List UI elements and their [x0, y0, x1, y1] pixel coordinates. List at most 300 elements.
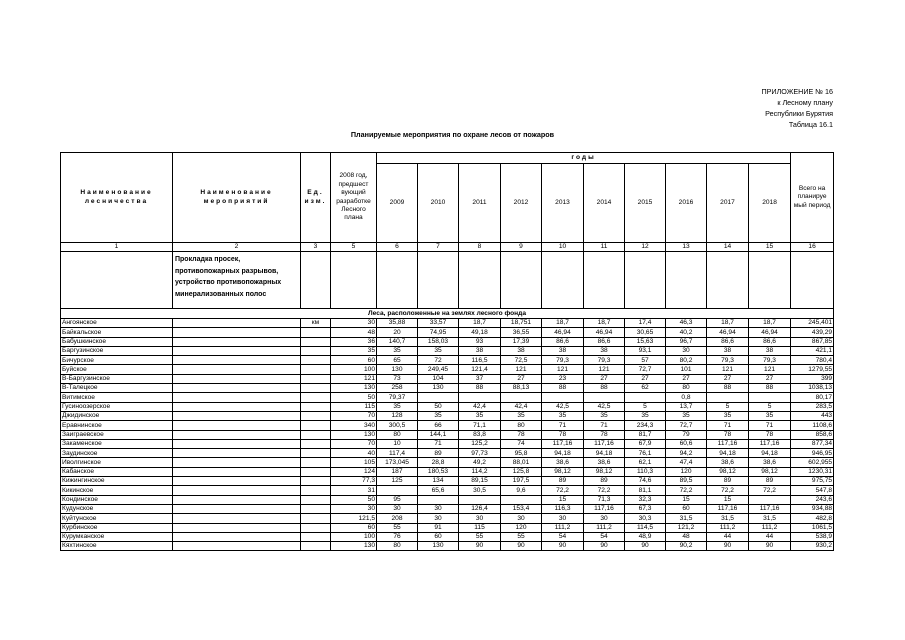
table-row	[61, 495, 834, 504]
column-number: 8	[459, 243, 501, 252]
value-cell	[749, 393, 791, 402]
value-cell: 40	[331, 449, 377, 458]
value-cell: 28,8	[418, 458, 459, 467]
value-cell: 62	[625, 384, 666, 393]
value-cell: 46,94	[749, 328, 791, 337]
unit-cell	[301, 514, 331, 523]
value-cell: 117,16	[707, 504, 749, 513]
value-cell: 94,18	[542, 449, 584, 458]
column-number: 12	[625, 243, 666, 252]
table-row	[61, 411, 834, 420]
value-cell: 124	[331, 467, 377, 476]
value-cell: 121	[501, 365, 542, 374]
forestry-name: Бабушкинское	[61, 337, 173, 346]
header-existing: 2008 год, предшест вующий разработке Лесного плана	[331, 153, 377, 243]
value-cell: 72,7	[625, 365, 666, 374]
measure-name: Прокладка просек, противопожарных разрывов, устройство противопожарных минерализованных полос	[173, 252, 301, 309]
measure-cell	[173, 374, 301, 383]
column-number: 1	[61, 243, 173, 252]
value-cell: 35	[418, 346, 459, 355]
value-cell: 121	[542, 365, 584, 374]
value-cell: 74,95	[418, 328, 459, 337]
value-cell: 90	[625, 542, 666, 551]
value-cell: 130	[418, 542, 459, 551]
forestry-name: В-Баргузинское	[61, 374, 173, 383]
table-row	[61, 514, 834, 523]
table-row	[61, 346, 834, 355]
value-cell: 30	[584, 514, 625, 523]
value-cell: 117,4	[377, 449, 418, 458]
header-year: 2011	[459, 164, 501, 243]
value-cell: 134	[418, 477, 459, 486]
unit-cell	[301, 430, 331, 439]
value-cell: 86,6	[749, 337, 791, 346]
value-cell: 71	[542, 421, 584, 430]
value-cell: 42,5	[542, 402, 584, 411]
value-cell: 78	[584, 430, 625, 439]
measure-cell	[173, 495, 301, 504]
value-cell: 44	[749, 532, 791, 541]
value-cell: 35	[418, 411, 459, 420]
forestry-name: Кондинское	[61, 495, 173, 504]
column-number: 7	[418, 243, 459, 252]
table-row	[61, 421, 834, 430]
value-cell: 30	[542, 514, 584, 523]
forestry-name: Закаменское	[61, 439, 173, 448]
value-cell: 128	[377, 411, 418, 420]
value-cell: 88	[459, 384, 501, 393]
value-cell	[501, 495, 542, 504]
forestry-name: Иволгинское	[61, 458, 173, 467]
column-number: 15	[749, 243, 791, 252]
value-cell: 79,3	[542, 356, 584, 365]
forestry-name: Байкальское	[61, 328, 173, 337]
measure-cell	[173, 486, 301, 495]
value-cell: 18,7	[584, 319, 625, 328]
table-row	[61, 449, 834, 458]
value-cell: 80	[666, 384, 707, 393]
value-cell: 121,5	[331, 514, 377, 523]
value-cell: 15	[666, 495, 707, 504]
value-cell: 30	[418, 514, 459, 523]
value-cell: 126,4	[459, 504, 501, 513]
value-cell: 67,9	[625, 439, 666, 448]
value-cell: 88,13	[501, 384, 542, 393]
value-cell: 15	[542, 495, 584, 504]
header-year: 2015	[625, 164, 666, 243]
value-cell: 121	[707, 365, 749, 374]
unit-cell	[301, 458, 331, 467]
measure-cell	[173, 319, 301, 328]
value-cell: 31	[331, 486, 377, 495]
value-cell: 54	[542, 532, 584, 541]
value-cell: 90	[501, 542, 542, 551]
value-cell: 187	[377, 467, 418, 476]
value-cell: 934,88	[791, 504, 834, 513]
value-cell: 89	[707, 477, 749, 486]
value-cell: 130	[331, 384, 377, 393]
value-cell: 42,4	[501, 402, 542, 411]
value-cell: 81,7	[625, 430, 666, 439]
forestry-name: Буйское	[61, 365, 173, 374]
value-cell: 71	[749, 421, 791, 430]
value-cell: 110,3	[625, 467, 666, 476]
value-cell: 15	[707, 495, 749, 504]
value-cell: 90	[542, 542, 584, 551]
unit-cell	[301, 421, 331, 430]
table-row	[61, 542, 834, 551]
forestry-name: Баргузинское	[61, 346, 173, 355]
value-cell: 111,2	[707, 523, 749, 532]
value-cell: 30	[331, 319, 377, 328]
appendix-region: Республики Бурятия	[765, 109, 833, 118]
measure-cell	[173, 439, 301, 448]
unit-cell	[301, 477, 331, 486]
value-cell: 98,12	[749, 467, 791, 476]
value-cell: 94,2	[666, 449, 707, 458]
value-cell: 100	[331, 365, 377, 374]
value-cell: 35	[542, 411, 584, 420]
value-cell: 30	[418, 504, 459, 513]
value-cell: 482,8	[791, 514, 834, 523]
value-cell: 86,6	[707, 337, 749, 346]
unit-cell	[301, 402, 331, 411]
measure-cell	[173, 365, 301, 374]
value-cell: 98,12	[542, 467, 584, 476]
value-cell: 38,6	[707, 458, 749, 467]
value-cell: 867,85	[791, 337, 834, 346]
value-cell: 33,57	[418, 319, 459, 328]
value-cell: 94,18	[707, 449, 749, 458]
unit-cell	[301, 439, 331, 448]
value-cell: 80	[377, 430, 418, 439]
value-cell: 13,7	[666, 402, 707, 411]
value-cell: 30,5	[459, 486, 501, 495]
value-cell: 60,6	[666, 439, 707, 448]
value-cell	[625, 393, 666, 402]
measure-empty	[61, 252, 173, 309]
value-cell: 30	[377, 504, 418, 513]
value-cell: 72,2	[749, 486, 791, 495]
value-cell: 877,34	[791, 439, 834, 448]
value-cell: 30,3	[625, 514, 666, 523]
column-number: 2	[173, 243, 301, 252]
value-cell: 48,9	[625, 532, 666, 541]
value-cell: 300,5	[377, 421, 418, 430]
value-cell: 111,2	[584, 523, 625, 532]
value-cell: 79,3	[584, 356, 625, 365]
value-cell: 130	[418, 384, 459, 393]
table-row	[61, 532, 834, 541]
measure-cell	[173, 532, 301, 541]
measure-cell	[173, 504, 301, 513]
value-cell: 46,94	[584, 328, 625, 337]
value-cell: 780,4	[791, 356, 834, 365]
value-cell: 115	[331, 402, 377, 411]
table-row	[61, 430, 834, 439]
value-cell: 38	[584, 346, 625, 355]
value-cell: 18,7	[542, 319, 584, 328]
forestry-name: Курбинское	[61, 523, 173, 532]
value-cell: 88,01	[501, 458, 542, 467]
value-cell: 30	[331, 504, 377, 513]
value-cell: 55	[459, 532, 501, 541]
value-cell: 930,2	[791, 542, 834, 551]
unit-cell	[301, 467, 331, 476]
value-cell: 35	[377, 346, 418, 355]
value-cell: 72	[418, 356, 459, 365]
forestry-name: Заудинское	[61, 449, 173, 458]
value-cell: 70	[331, 439, 377, 448]
value-cell: 18,7	[707, 319, 749, 328]
value-cell: 105	[331, 458, 377, 467]
value-cell: 79,37	[377, 393, 418, 402]
value-cell: 208	[377, 514, 418, 523]
value-cell: 0,8	[666, 393, 707, 402]
value-cell: 125,8	[501, 467, 542, 476]
value-cell: 27	[707, 374, 749, 383]
table-body	[61, 319, 834, 551]
value-cell: 94,18	[584, 449, 625, 458]
value-cell: 49,18	[459, 328, 501, 337]
forestry-name: Кудунское	[61, 504, 173, 513]
value-cell: 67,3	[625, 504, 666, 513]
value-cell: 104	[418, 374, 459, 383]
column-number: 13	[666, 243, 707, 252]
forestry-name: Витимское	[61, 393, 173, 402]
value-cell: 90,2	[666, 542, 707, 551]
unit-cell	[301, 356, 331, 365]
value-cell	[418, 495, 459, 504]
value-cell: 125,2	[459, 439, 501, 448]
value-cell: 88	[749, 384, 791, 393]
value-cell: 65,6	[418, 486, 459, 495]
value-cell: 72,2	[542, 486, 584, 495]
value-cell: 60	[666, 504, 707, 513]
table-row	[61, 328, 834, 337]
value-cell: 57	[625, 356, 666, 365]
value-cell: 78	[501, 430, 542, 439]
value-cell: 197,5	[501, 477, 542, 486]
table-row	[61, 486, 834, 495]
column-number-row	[61, 243, 834, 252]
column-number: 5	[331, 243, 377, 252]
value-cell	[584, 393, 625, 402]
value-cell: 71	[418, 439, 459, 448]
value-cell: 283,5	[791, 402, 834, 411]
value-cell: 125	[377, 477, 418, 486]
header-measure: Наименование мероприятий	[173, 153, 301, 243]
value-cell: 35	[331, 346, 377, 355]
value-cell: 66	[418, 421, 459, 430]
fire-protection-table	[60, 152, 834, 551]
value-cell: 76	[377, 532, 418, 541]
forestry-name: Заиграевское	[61, 430, 173, 439]
value-cell: 117,16	[749, 504, 791, 513]
value-cell: 121,4	[459, 365, 501, 374]
value-cell: 421,1	[791, 346, 834, 355]
value-cell: 121	[584, 365, 625, 374]
value-cell: 36	[331, 337, 377, 346]
table-row	[61, 523, 834, 532]
value-cell: 36,55	[501, 328, 542, 337]
appendix-number: ПРИЛОЖЕНИЕ № 16	[761, 87, 833, 96]
table-number: Таблица 16.1	[788, 120, 833, 129]
value-cell: 79,3	[749, 356, 791, 365]
table-row	[61, 477, 834, 486]
value-cell: 74	[501, 439, 542, 448]
measure-cell	[173, 337, 301, 346]
header-year: 2010	[418, 164, 459, 243]
forestry-name: Куйтунское	[61, 514, 173, 523]
table-row	[61, 439, 834, 448]
forestry-name: Кикинское	[61, 486, 173, 495]
measure-cell	[173, 384, 301, 393]
value-cell: 121	[331, 374, 377, 383]
measure-cell	[173, 393, 301, 402]
value-cell: 48	[666, 532, 707, 541]
value-cell: 116,3	[542, 504, 584, 513]
value-cell: 158,03	[418, 337, 459, 346]
value-cell: 17,4	[625, 319, 666, 328]
value-cell: 50	[331, 393, 377, 402]
value-cell: 38	[749, 346, 791, 355]
table-row	[61, 337, 834, 346]
value-cell: 1108,6	[791, 421, 834, 430]
value-cell: 30	[459, 514, 501, 523]
value-cell	[459, 393, 501, 402]
measure-cell	[173, 402, 301, 411]
value-cell: 117,16	[707, 439, 749, 448]
value-cell: 60	[331, 523, 377, 532]
value-cell: 117,16	[584, 439, 625, 448]
value-cell: 79,3	[707, 356, 749, 365]
column-number: 3	[301, 243, 331, 252]
forestry-name: Курумканское	[61, 532, 173, 541]
header-year: 2018	[749, 164, 791, 243]
value-cell: 15,63	[625, 337, 666, 346]
unit-cell	[301, 393, 331, 402]
value-cell: 94,18	[749, 449, 791, 458]
unit-cell	[301, 346, 331, 355]
value-cell: 46,3	[666, 319, 707, 328]
table-row	[61, 393, 834, 402]
value-cell: 65	[377, 356, 418, 365]
value-cell: 96,7	[666, 337, 707, 346]
value-cell: 114,5	[625, 523, 666, 532]
value-cell: 18,751	[501, 319, 542, 328]
value-cell	[459, 495, 501, 504]
value-cell: 245,401	[791, 319, 834, 328]
value-cell: 89,15	[459, 477, 501, 486]
value-cell: 5	[625, 402, 666, 411]
value-cell: 38	[707, 346, 749, 355]
value-cell: 27	[584, 374, 625, 383]
forestry-name: Бичурское	[61, 356, 173, 365]
unit-cell	[301, 504, 331, 513]
value-cell: 38	[501, 346, 542, 355]
value-cell: 71,3	[584, 495, 625, 504]
measure-cell	[173, 356, 301, 365]
unit-cell	[301, 411, 331, 420]
value-cell: 18,7	[749, 319, 791, 328]
value-cell: 258	[377, 384, 418, 393]
value-cell: 32,3	[625, 495, 666, 504]
value-cell: 23	[542, 374, 584, 383]
value-cell: 116,5	[459, 356, 501, 365]
value-cell: 35	[459, 411, 501, 420]
value-cell: 35	[625, 411, 666, 420]
table-row	[61, 458, 834, 467]
value-cell: 439,29	[791, 328, 834, 337]
value-cell: 234,3	[625, 421, 666, 430]
unit-cell	[301, 328, 331, 337]
value-cell: 37	[459, 374, 501, 383]
table-row	[61, 365, 834, 374]
value-cell: 89,5	[666, 477, 707, 486]
value-cell: 47,4	[666, 458, 707, 467]
value-cell: 46,94	[707, 328, 749, 337]
value-cell: 30	[666, 346, 707, 355]
unit-cell	[301, 374, 331, 383]
header-year: 2014	[584, 164, 625, 243]
value-cell: 1038,13	[791, 384, 834, 393]
value-cell: 81,1	[625, 486, 666, 495]
measure-cell	[173, 421, 301, 430]
value-cell: 340	[331, 421, 377, 430]
table-row	[61, 467, 834, 476]
measure-row	[61, 252, 834, 309]
header-year: 2013	[542, 164, 584, 243]
value-cell: 18,7	[459, 319, 501, 328]
value-cell: 35,88	[377, 319, 418, 328]
table-row	[61, 402, 834, 411]
value-cell: 80,17	[791, 393, 834, 402]
forestry-name: Ангоянское	[61, 319, 173, 328]
value-cell: 35	[707, 411, 749, 420]
value-cell: 71	[584, 421, 625, 430]
measure-cell	[173, 346, 301, 355]
appendix-ref: к Лесному плану	[777, 98, 833, 107]
value-cell: 38,6	[749, 458, 791, 467]
measure-cell	[173, 514, 301, 523]
value-cell: 144,1	[418, 430, 459, 439]
unit-cell	[301, 542, 331, 551]
header-year: 2017	[707, 164, 749, 243]
value-cell: 111,2	[749, 523, 791, 532]
value-cell: 38,6	[584, 458, 625, 467]
value-cell: 89	[418, 449, 459, 458]
unit-cell	[301, 532, 331, 541]
value-cell: 130	[377, 365, 418, 374]
value-cell: 42,5	[584, 402, 625, 411]
value-cell: 858,6	[791, 430, 834, 439]
unit-cell	[301, 337, 331, 346]
measure-cell	[173, 467, 301, 476]
value-cell: 115	[459, 523, 501, 532]
value-cell: 80,2	[666, 356, 707, 365]
value-cell	[707, 393, 749, 402]
column-number: 10	[542, 243, 584, 252]
value-cell: 27	[625, 374, 666, 383]
value-cell: 55	[377, 523, 418, 532]
value-cell: 111,2	[542, 523, 584, 532]
value-cell: 76,1	[625, 449, 666, 458]
value-cell: 121	[749, 365, 791, 374]
value-cell: 49,2	[459, 458, 501, 467]
value-cell: 48	[331, 328, 377, 337]
value-cell: 89	[749, 477, 791, 486]
